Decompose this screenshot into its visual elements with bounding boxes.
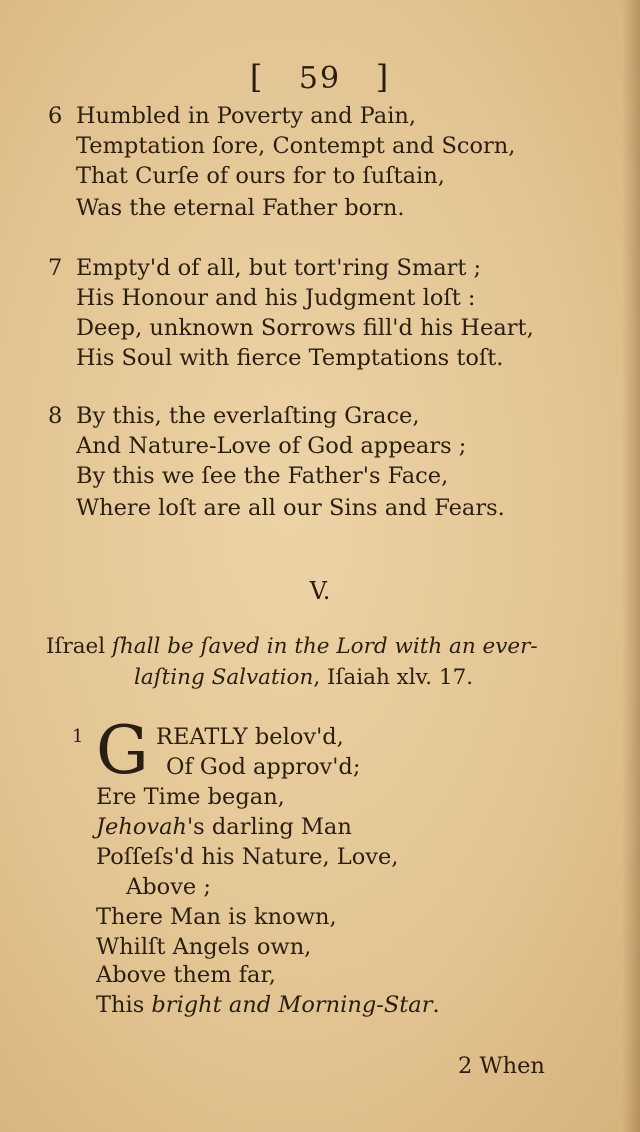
verse-line: By this we ſee the Father's Face, — [76, 463, 449, 489]
header-close-bracket: ] — [375, 58, 391, 96]
verse-line: That Curſe of ours for to ſuſtain, — [76, 163, 445, 189]
verse-text: This — [96, 992, 152, 1018]
stanza-number: 8 — [48, 403, 63, 429]
page-header — [0, 58, 640, 96]
italic-name: Jehovah — [96, 814, 187, 840]
catchword: 2 When — [458, 1053, 545, 1079]
verse-line: Whilſt Angels own, — [96, 934, 312, 960]
hymn-title: V. — [309, 577, 331, 605]
verse-line: Above ; — [126, 874, 211, 900]
verse-line: Where loſt are all our Sins and Fears. — [76, 495, 505, 521]
verse-number: 1 — [72, 726, 84, 747]
verse-line: Above them far, — [96, 962, 276, 988]
verse-italic: bright and Morning-Star — [151, 992, 433, 1018]
verse-line — [96, 816, 352, 839]
verse-line — [96, 994, 440, 1017]
caption-italic: ſhall be ſaved in the Lord with an ever- — [111, 634, 538, 659]
verse-line: And Nature-Love of God appears ; — [76, 433, 467, 459]
drop-cap: G — [96, 712, 149, 789]
caption-text: , Iſaiah xlv. 17. — [313, 665, 474, 690]
caption-text: Iſrael — [46, 634, 112, 659]
verse-line: Was the eternal Father born. — [76, 195, 405, 221]
verse-line: By this, the everlaſting Grace, — [76, 403, 420, 429]
verse-line: Temptation ſore, Contempt and Scorn, — [76, 133, 516, 159]
verse-line: Empty'd of all, but tort'ring Smart ; — [76, 255, 482, 281]
verse-text: . — [432, 992, 440, 1018]
verse-line: Poſſeſs'd his Nature, Love, — [96, 844, 399, 870]
hymn-caption-line-1 — [46, 636, 538, 658]
stanza-number: 6 — [48, 103, 63, 129]
verse-line: Deep, unknown Sorrows fill'd his Heart, — [76, 315, 534, 341]
caption-italic: laſting Salvation — [134, 665, 314, 690]
verse-line: Of God approv'd; — [166, 754, 361, 780]
page-edge-shadow — [622, 0, 640, 1132]
verse-line: There Man is known, — [96, 904, 337, 930]
verse-text: 's darling Man — [187, 814, 352, 840]
verse-line: His Soul with fierce Temptations toſt. — [76, 345, 504, 371]
verse-line: REATLY belov'd, — [156, 724, 344, 750]
verse-line: Ere Time began, — [96, 784, 285, 810]
verse-line: His Honour and his Judgment loſt : — [76, 285, 476, 311]
header-open-bracket: [ — [249, 58, 265, 96]
hymn-caption-line-2 — [134, 667, 473, 689]
stanza-number: 7 — [48, 255, 63, 281]
verse-line: Humbled in Poverty and Pain, — [76, 103, 417, 129]
page-number: 59 — [298, 61, 342, 96]
